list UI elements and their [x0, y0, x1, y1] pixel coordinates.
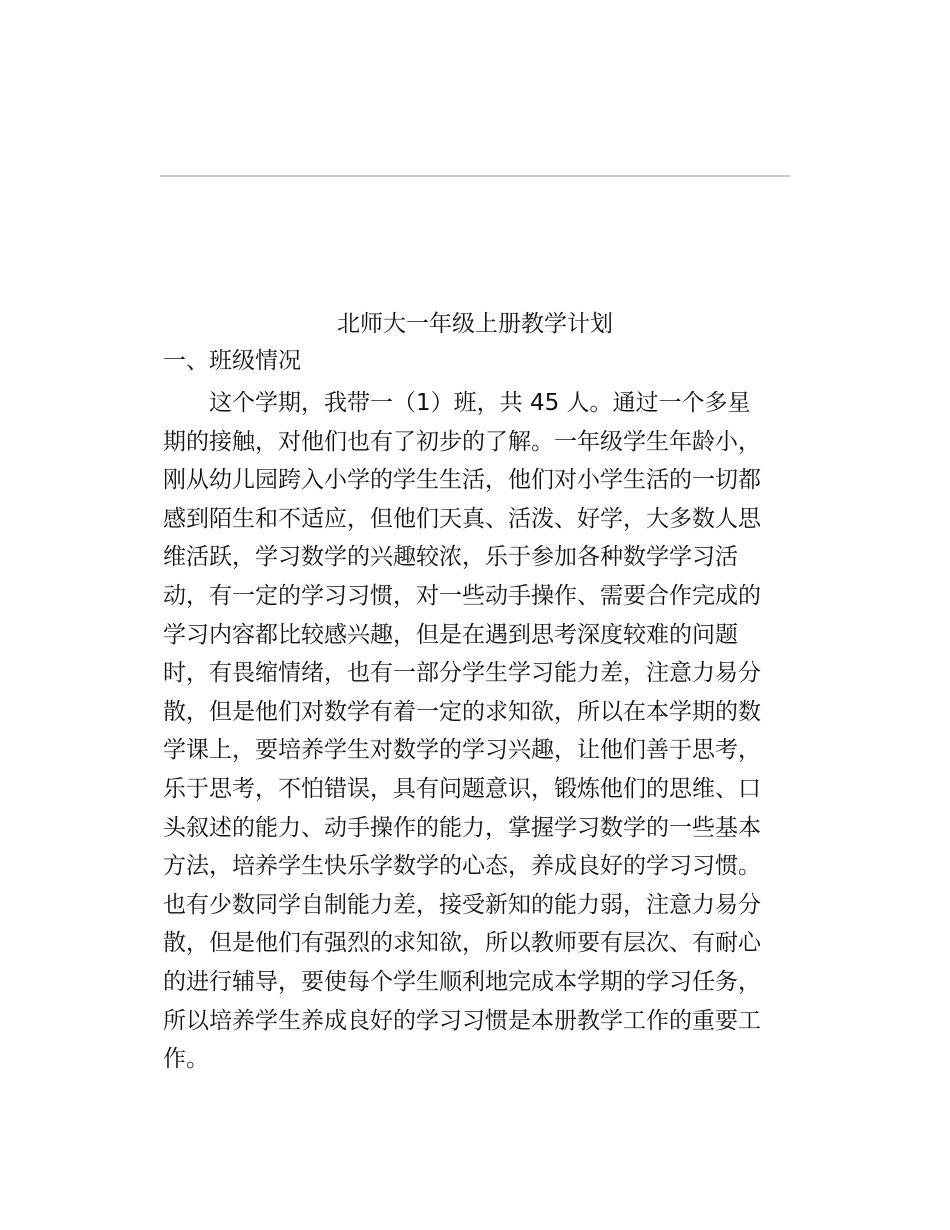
document-title: 北师大一年级上册教学计划: [337, 311, 613, 337]
paragraph-line: 散，但是他们对数学有着一定的求知欲，所以在本学期的数: [163, 698, 761, 725]
paragraph-line: 期的接触，对他们也有了初步的了解。一年级学生年龄小，: [163, 428, 761, 455]
paragraph-line: 学课上，要培养学生对数学的学习兴趣，让他们善于思考，: [163, 737, 761, 764]
paragraph-line: 乐于思考，不怕错误，具有问题意识，锻炼他们的思维、口: [163, 775, 761, 802]
paragraph-line: 也有少数同学自制能力差，接受新知的能力弱，注意力易分: [163, 891, 761, 918]
paragraph-line: 头叙述的能力、动手操作的能力，掌握学习数学的一些基本: [163, 814, 761, 841]
paragraph-line: 维活跃，学习数学的兴趣较浓，乐于参加各种数学学习活: [163, 544, 738, 571]
paragraph-line: 感到陌生和不适应，但他们天真、活泼、好学，大多数人思: [163, 505, 761, 532]
section-heading: 一、班级情况: [163, 348, 301, 374]
paragraph-line: 学习内容都比较感兴趣，但是在遇到思考深度较难的问题: [163, 621, 738, 648]
paragraph-line: 动，有一定的学习习惯，对一些动手操作、需要合作完成的: [163, 582, 761, 609]
paragraph-line: 的进行辅导，要使每个学生顺利地完成本学期的学习任务，: [163, 968, 761, 995]
paragraph-line: 刚从幼儿园跨入小学的学生生活，他们对小学生活的一切都: [163, 467, 761, 494]
paragraph-line: 方法，培养学生快乐学数学的心态，养成良好的学习习惯。: [163, 853, 761, 880]
paragraph-line: 这个学期，我带一（1）班，共 45 人。通过一个多星: [209, 390, 751, 416]
paragraph-line: 所以培养学生养成良好的学习习惯是本册教学工作的重要工: [163, 1007, 761, 1034]
body-paragraph: [163, 384, 793, 1079]
header-divider: [160, 175, 790, 177]
paragraph-line: 时，有畏缩情绪，也有一部分学生学习能力差，注意力易分: [163, 660, 761, 687]
paragraph-line: 作。: [163, 1046, 209, 1073]
paragraph-line: 散，但是他们有强烈的求知欲，所以教师要有层次、有耐心: [163, 930, 761, 957]
